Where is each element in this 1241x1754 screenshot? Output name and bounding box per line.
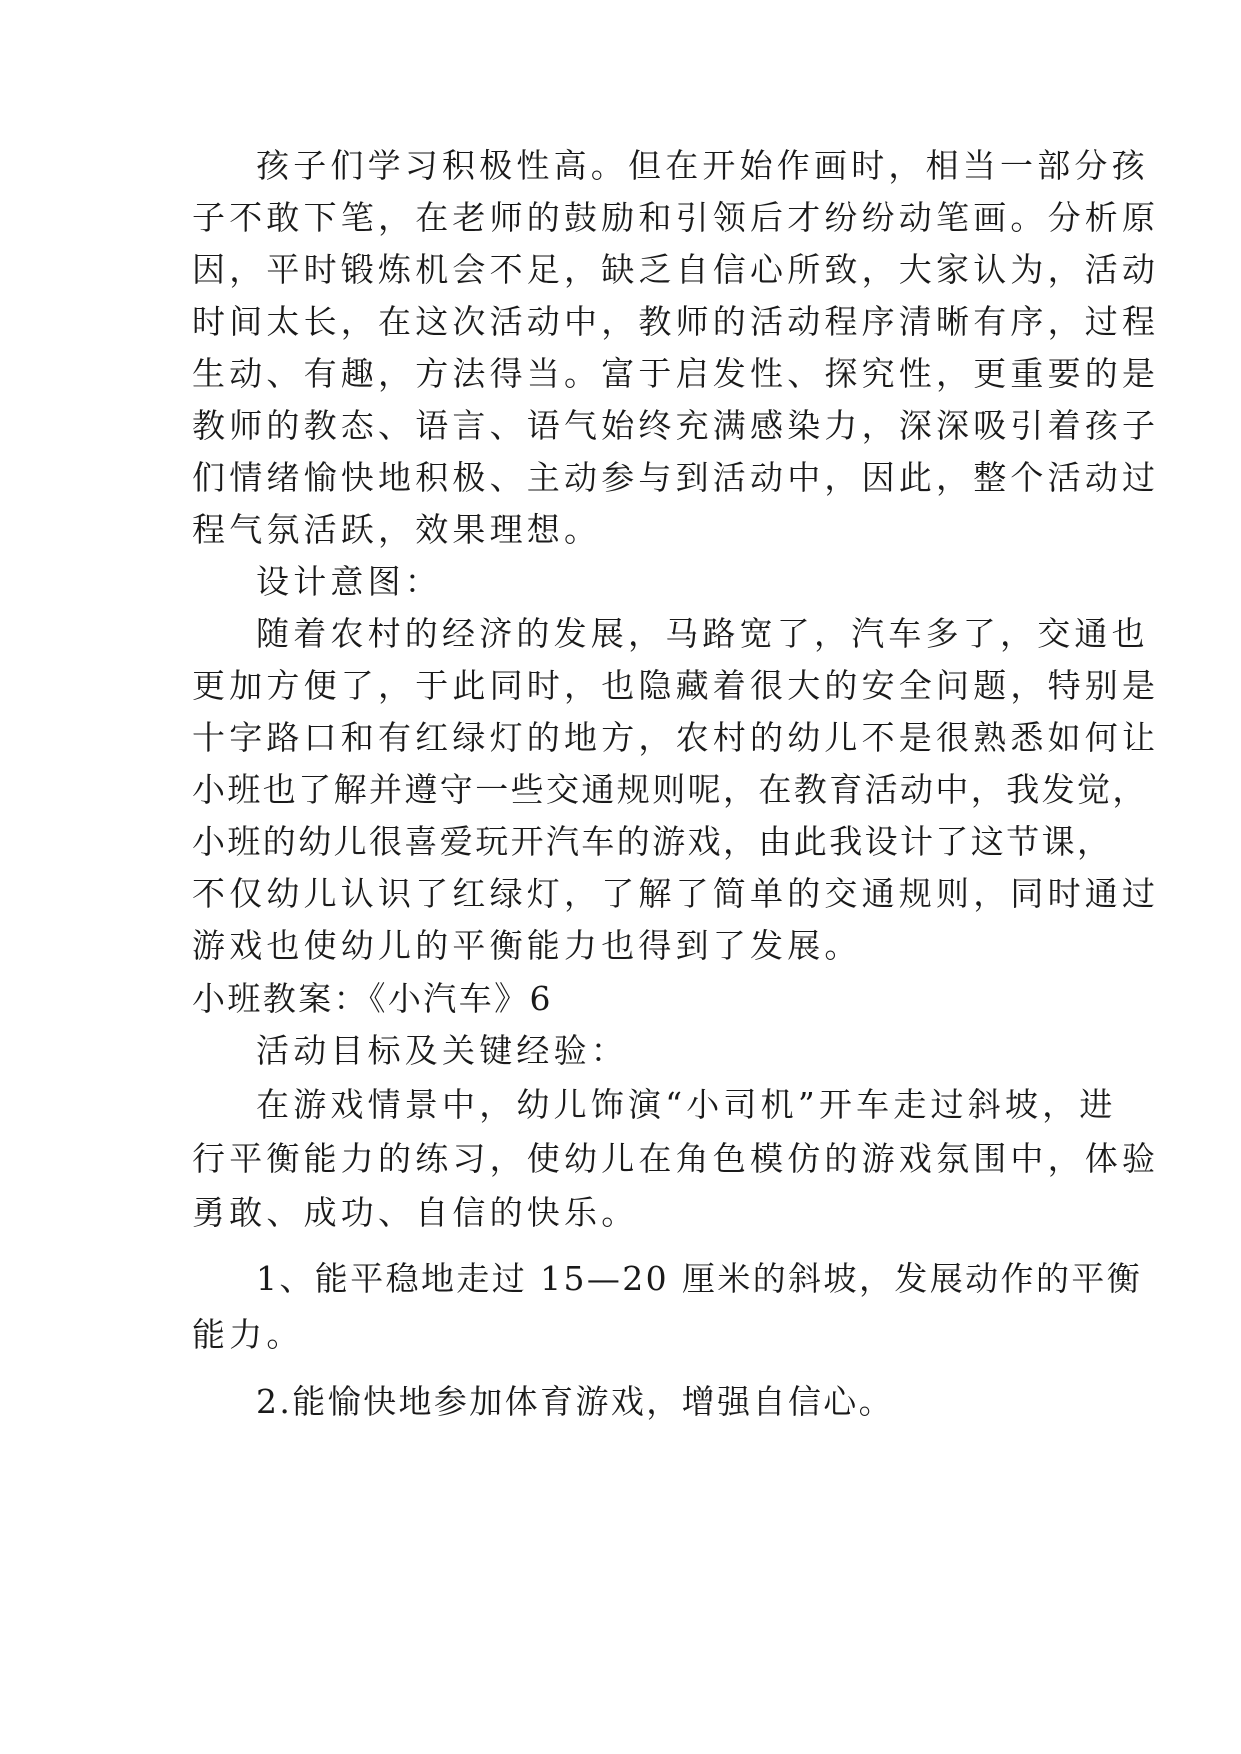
- section-title: 小班教案：《小汽车》6: [192, 979, 553, 1018]
- paragraph-line: 生动、有趣，方法得当。富于启发性、探究性，更重要的是: [192, 354, 1160, 393]
- paragraph-line: 行平衡能力的练习，使幼儿在角色模仿的游戏氛围中，体验: [192, 1139, 1160, 1178]
- paragraph-line: 时间太长，在这次活动中，教师的活动程序清晰有序，过程: [192, 302, 1160, 341]
- paragraph-line: 小班的幼儿很喜爱玩开汽车的游戏，由此我设计了这节课，: [192, 822, 1113, 861]
- paragraph-line: 随着农村的经济的发展，马路宽了，汽车多了，交通也: [256, 614, 1149, 653]
- paragraph-line: 程气氛活跃，效果理想。: [192, 510, 602, 549]
- paragraph-line: 十字路口和有红绿灯的地方，农村的幼儿不是很熟悉如何让: [192, 718, 1160, 757]
- goal-item-1: 1、能平稳地走过 15—20 厘米的斜坡，发展动作的平衡: [256, 1259, 1143, 1298]
- paragraph-line: 因，平时锻炼机会不足，缺乏自信心所致，大家认为，活动: [192, 250, 1160, 289]
- paragraph-line: 小班也了解并遵守一些交通规则呢，在教育活动中，我发觉，: [192, 770, 1148, 809]
- paragraph-line: 教师的教态、语言、语气始终充满感染力，深深吸引着孩子: [192, 406, 1160, 445]
- paragraph-line: 在游戏情景中，幼儿饰演“小司机”开车走过斜坡，进: [256, 1085, 1117, 1124]
- goal-item-2: 2.能愉快地参加体育游戏，增强自信心。: [256, 1382, 895, 1421]
- paragraph-line: 们情绪愉快地积极、主动参与到活动中，因此，整个活动过: [192, 458, 1160, 497]
- paragraph-line: 子不敢下笔，在老师的鼓励和引领后才纷纷动笔画。分析原: [192, 198, 1160, 237]
- design-heading: 设计意图：: [256, 562, 442, 601]
- paragraph-line: 勇敢、成功、自信的快乐。: [192, 1193, 639, 1232]
- goal-item-1-cont: 能力。: [192, 1315, 304, 1354]
- paragraph-line: 游戏也使幼儿的平衡能力也得到了发展。: [192, 926, 862, 965]
- paragraph-line: 孩子们学习积极性高。但在开始作画时，相当一部分孩: [256, 146, 1149, 185]
- goals-heading: 活动目标及关键经验：: [256, 1031, 628, 1070]
- paragraph-line: 不仅幼儿认识了红绿灯，了解了简单的交通规则，同时通过: [192, 874, 1160, 913]
- paragraph-line: 更加方便了，于此同时，也隐藏着很大的安全问题，特别是: [192, 666, 1160, 705]
